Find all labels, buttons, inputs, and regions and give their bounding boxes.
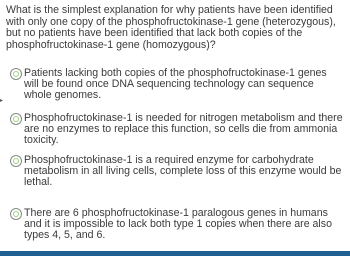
question-text: What is the simplest explanation for why patients have been identified with only one copy of the phosphofructokinase-1 gene (heterozygous), but no patients have been identified that lack both copies of the phosphofructokinase-1 gene (homozygous)?: [6, 4, 336, 51]
answer-option-text: Phosphofructokinase-1 is a required enzyme for carbohydrate metabolism in all living cells, complete loss of this enzyme would be lethal.: [24, 154, 342, 188]
caret-right-icon: ▸: [0, 98, 4, 104]
radio-button-unselected-icon[interactable]: [10, 155, 22, 167]
bottom-bar: [0, 251, 350, 256]
radio-button-unselected-icon[interactable]: [10, 208, 22, 220]
radio-button-unselected-icon[interactable]: [10, 68, 22, 80]
answer-option-d[interactable]: [10, 208, 344, 241]
answer-option-text: There are 6 phosphofructokinase-1 paralogous genes in humans and it is impossible to lack both type 1 copies when there are also types 4, 5, and 6.: [24, 207, 332, 241]
answer-option-text: Patients lacking both copies of the phosphofructokinase-1 genes will be found once DNA sequencing technology can sequence whole genomes.: [24, 67, 327, 101]
answer-option-a[interactable]: [10, 68, 344, 101]
radio-button-unselected-icon[interactable]: [10, 113, 22, 125]
answer-option-b[interactable]: [10, 113, 344, 146]
answer-option-text: Phosphofructokinase-1 is needed for nitrogen metabolism and there are no enzymes to replace this function, so cells die from ammonia toxicity.: [24, 112, 343, 146]
answer-option-c[interactable]: [10, 155, 344, 188]
